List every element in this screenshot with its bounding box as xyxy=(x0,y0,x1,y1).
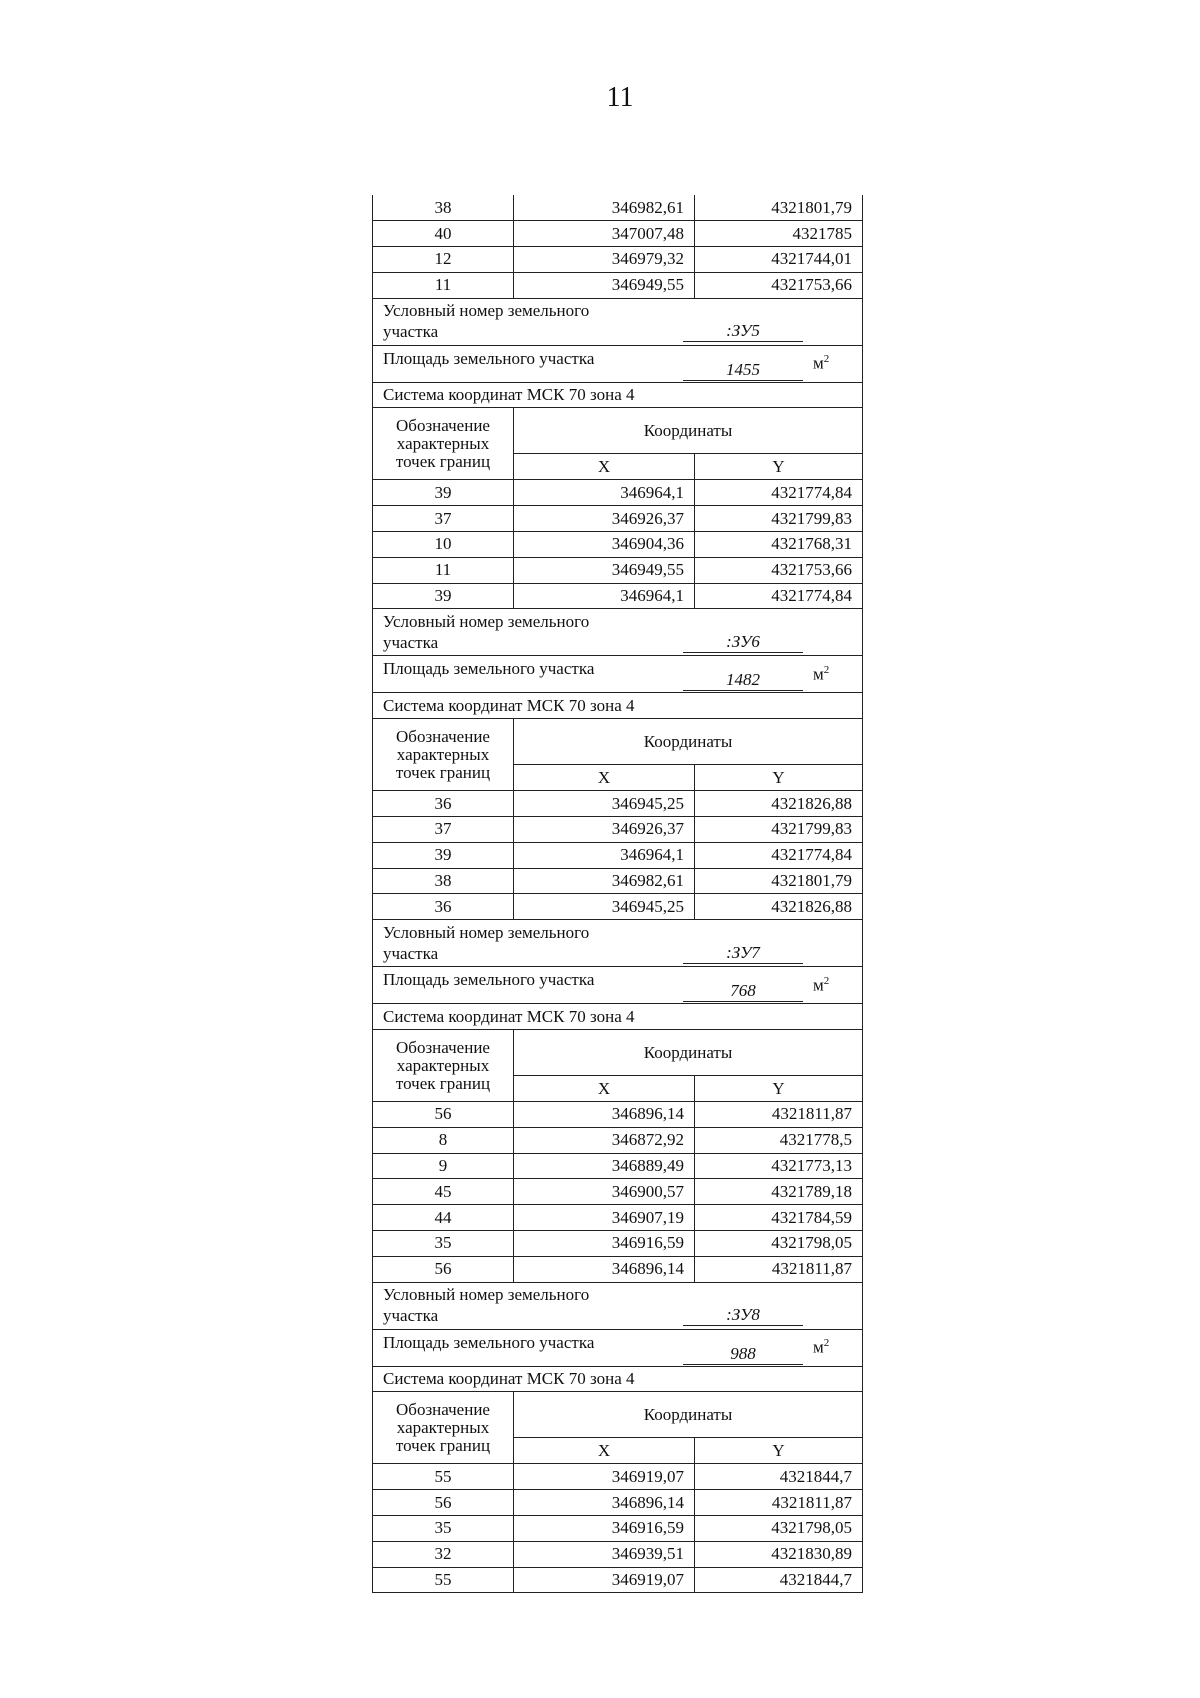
table-header-row xyxy=(373,408,863,454)
point-header: Обозначение характерных точек границ xyxy=(373,1030,514,1102)
point-header: Обозначение характерных точек границ xyxy=(373,719,514,791)
coordinates-header: Координаты xyxy=(514,408,863,454)
coordinates-table xyxy=(372,195,863,1593)
y-coordinate-cell: 4321774,84 xyxy=(695,583,863,609)
coord-system-row xyxy=(373,382,863,408)
table-row xyxy=(373,1153,863,1179)
point-header: Обозначение характерных точек границ xyxy=(373,1392,514,1464)
point-id-cell: 35 xyxy=(373,1231,514,1257)
y-coordinate-cell: 4321753,66 xyxy=(695,557,863,583)
point-id-cell: 44 xyxy=(373,1205,514,1231)
y-coordinate-cell: 4321768,31 xyxy=(695,532,863,558)
point-id-cell: 39 xyxy=(373,842,514,868)
table-row xyxy=(373,1102,863,1128)
x-coordinate-cell: 346896,14 xyxy=(514,1490,695,1516)
table-row xyxy=(373,1541,863,1567)
point-id-cell: 32 xyxy=(373,1541,514,1567)
plot-area-row xyxy=(373,345,863,382)
x-coordinate-cell: 346896,14 xyxy=(514,1102,695,1128)
x-header: X xyxy=(514,1438,695,1464)
point-id-cell: 56 xyxy=(373,1256,514,1282)
table-header-row xyxy=(373,1030,863,1076)
y-coordinate-cell: 4321801,79 xyxy=(695,868,863,894)
x-coordinate-cell: 346872,92 xyxy=(514,1127,695,1153)
x-coordinate-cell: 347007,48 xyxy=(514,221,695,247)
x-coordinate-cell: 346939,51 xyxy=(514,1541,695,1567)
point-id-cell: 38 xyxy=(373,868,514,894)
plot-area-label: Площадь земельного участка xyxy=(383,970,595,990)
y-coordinate-cell: 4321830,89 xyxy=(695,1541,863,1567)
coord-system-label: Система координат МСК 70 зона 4 xyxy=(373,382,863,408)
plot-area-row xyxy=(373,656,863,693)
table-row xyxy=(373,1231,863,1257)
x-coordinate-cell: 346916,59 xyxy=(514,1516,695,1542)
area-unit: $м^2$ xyxy=(813,974,830,995)
plot-number-row xyxy=(373,920,863,967)
x-coordinate-cell: 346916,59 xyxy=(514,1231,695,1257)
table-header-row xyxy=(373,1392,863,1438)
x-coordinate-cell: 346945,25 xyxy=(514,791,695,817)
table-row xyxy=(373,1516,863,1542)
y-coordinate-cell: 4321811,87 xyxy=(695,1256,863,1282)
point-id-cell: 36 xyxy=(373,791,514,817)
y-coordinate-cell: 4321774,84 xyxy=(695,480,863,506)
table-header-row xyxy=(373,719,863,765)
x-coordinate-cell: 346979,32 xyxy=(514,247,695,273)
y-coordinate-cell: 4321744,01 xyxy=(695,247,863,273)
plot-number-value: :ЗУ7 xyxy=(683,943,803,964)
table-row xyxy=(373,842,863,868)
page-number: 11 xyxy=(606,82,634,113)
x-coordinate-cell: 346964,1 xyxy=(514,842,695,868)
coord-system-row xyxy=(373,1004,863,1030)
x-coordinate-cell: 346949,55 xyxy=(514,272,695,298)
point-id-cell: 55 xyxy=(373,1464,514,1490)
plot-number-row xyxy=(373,609,863,656)
table-row xyxy=(373,1205,863,1231)
plot-area-label: Площадь земельного участка xyxy=(383,659,595,679)
table-row xyxy=(373,506,863,532)
x-header: X xyxy=(514,454,695,480)
y-coordinate-cell: 4321798,05 xyxy=(695,1231,863,1257)
coord-system-row xyxy=(373,1366,863,1392)
y-coordinate-cell: 4321785 xyxy=(695,221,863,247)
area-unit: $м^2$ xyxy=(813,663,830,684)
plot-number-label: Условный номер земельного xyxy=(383,611,590,631)
coord-system-row xyxy=(373,693,863,719)
y-header: Y xyxy=(695,454,863,480)
plot-area-value: 1482 xyxy=(683,670,803,691)
coordinates-header: Координаты xyxy=(514,1392,863,1438)
point-id-cell: 8 xyxy=(373,1127,514,1153)
plot-area-value: 768 xyxy=(683,981,803,1002)
y-coordinate-cell: 4321799,83 xyxy=(695,506,863,532)
area-unit: $м^2$ xyxy=(813,1336,830,1357)
y-coordinate-cell: 4321826,88 xyxy=(695,791,863,817)
x-coordinate-cell: 346964,1 xyxy=(514,480,695,506)
plot-number-label-cont: участка xyxy=(383,943,439,963)
plot-number-value: :ЗУ6 xyxy=(683,632,803,653)
x-coordinate-cell: 346926,37 xyxy=(514,817,695,843)
plot-area-row xyxy=(373,1329,863,1366)
point-id-cell: 9 xyxy=(373,1153,514,1179)
y-coordinate-cell: 4321811,87 xyxy=(695,1490,863,1516)
y-header: Y xyxy=(695,1438,863,1464)
x-coordinate-cell: 346919,07 xyxy=(514,1567,695,1593)
point-id-cell: 10 xyxy=(373,532,514,558)
point-id-cell: 45 xyxy=(373,1179,514,1205)
coordinates-header: Координаты xyxy=(514,1030,863,1076)
point-id-cell: 37 xyxy=(373,506,514,532)
y-coordinate-cell: 4321753,66 xyxy=(695,272,863,298)
table-row xyxy=(373,894,863,920)
plot-number-row xyxy=(373,1282,863,1329)
point-id-cell: 40 xyxy=(373,221,514,247)
x-coordinate-cell: 346889,49 xyxy=(514,1153,695,1179)
point-id-cell: 38 xyxy=(373,195,514,221)
table-row xyxy=(373,868,863,894)
plot-number-label-cont: участка xyxy=(383,1306,439,1326)
table-row xyxy=(373,1490,863,1516)
table-row xyxy=(373,791,863,817)
table-row xyxy=(373,1127,863,1153)
point-id-cell: 56 xyxy=(373,1102,514,1128)
y-coordinate-cell: 4321789,18 xyxy=(695,1179,863,1205)
x-coordinate-cell: 346945,25 xyxy=(514,894,695,920)
point-id-cell: 11 xyxy=(373,557,514,583)
table-row xyxy=(373,532,863,558)
plot-area-value: 1455 xyxy=(683,360,803,381)
plot-number-value: :ЗУ5 xyxy=(683,321,803,342)
x-coordinate-cell: 346900,57 xyxy=(514,1179,695,1205)
coord-system-label: Система координат МСК 70 зона 4 xyxy=(373,1366,863,1392)
y-coordinate-cell: 4321799,83 xyxy=(695,817,863,843)
plot-number-label-cont: участка xyxy=(383,632,439,652)
x-coordinate-cell: 346907,19 xyxy=(514,1205,695,1231)
y-coordinate-cell: 4321811,87 xyxy=(695,1102,863,1128)
table-row xyxy=(373,1179,863,1205)
x-header: X xyxy=(514,765,695,791)
point-id-cell: 39 xyxy=(373,583,514,609)
plot-number-label: Условный номер земельного xyxy=(383,922,590,942)
coord-system-label: Система координат МСК 70 зона 4 xyxy=(373,693,863,719)
x-coordinate-cell: 346896,14 xyxy=(514,1256,695,1282)
y-coordinate-cell: 4321778,5 xyxy=(695,1127,863,1153)
plot-area-label: Площадь земельного участка xyxy=(383,1332,595,1352)
x-coordinate-cell: 346926,37 xyxy=(514,506,695,532)
table-row xyxy=(373,480,863,506)
plot-area-label: Площадь земельного участка xyxy=(383,348,595,368)
table-row xyxy=(373,1567,863,1593)
table-row xyxy=(373,221,863,247)
y-coordinate-cell: 4321844,7 xyxy=(695,1464,863,1490)
table-row xyxy=(373,272,863,298)
point-id-cell: 35 xyxy=(373,1516,514,1542)
y-coordinate-cell: 4321774,84 xyxy=(695,842,863,868)
plot-area-row xyxy=(373,967,863,1004)
table-row xyxy=(373,1464,863,1490)
y-header: Y xyxy=(695,1076,863,1102)
point-id-cell: 39 xyxy=(373,480,514,506)
y-coordinate-cell: 4321844,7 xyxy=(695,1567,863,1593)
table-row xyxy=(373,817,863,843)
x-coordinate-cell: 346964,1 xyxy=(514,583,695,609)
table-row xyxy=(373,247,863,273)
y-coordinate-cell: 4321798,05 xyxy=(695,1516,863,1542)
table-row xyxy=(373,557,863,583)
table-row xyxy=(373,1256,863,1282)
point-id-cell: 11 xyxy=(373,272,514,298)
table-row xyxy=(373,195,863,221)
plot-number-value: :ЗУ8 xyxy=(683,1305,803,1326)
y-header: Y xyxy=(695,765,863,791)
point-header: Обозначение характерных точек границ xyxy=(373,408,514,480)
y-coordinate-cell: 4321826,88 xyxy=(695,894,863,920)
plot-number-label: Условный номер земельного xyxy=(383,301,590,321)
point-id-cell: 12 xyxy=(373,247,514,273)
x-coordinate-cell: 346982,61 xyxy=(514,868,695,894)
coord-system-label: Система координат МСК 70 зона 4 xyxy=(373,1004,863,1030)
x-coordinate-cell: 346919,07 xyxy=(514,1464,695,1490)
y-coordinate-cell: 4321773,13 xyxy=(695,1153,863,1179)
table-row xyxy=(373,583,863,609)
plot-number-label-cont: участка xyxy=(383,322,439,342)
plot-number-row xyxy=(373,298,863,345)
point-id-cell: 36 xyxy=(373,894,514,920)
coordinates-header: Координаты xyxy=(514,719,863,765)
x-header: X xyxy=(514,1076,695,1102)
area-unit: $м^2$ xyxy=(813,353,830,373)
plot-area-value: 988 xyxy=(683,1344,803,1365)
y-coordinate-cell: 4321801,79 xyxy=(695,195,863,221)
y-coordinate-cell: 4321784,59 xyxy=(695,1205,863,1231)
point-id-cell: 37 xyxy=(373,817,514,843)
x-coordinate-cell: 346949,55 xyxy=(514,557,695,583)
point-id-cell: 56 xyxy=(373,1490,514,1516)
x-coordinate-cell: 346982,61 xyxy=(514,195,695,221)
point-id-cell: 55 xyxy=(373,1567,514,1593)
plot-number-label: Условный номер земельного xyxy=(383,1285,590,1305)
x-coordinate-cell: 346904,36 xyxy=(514,532,695,558)
